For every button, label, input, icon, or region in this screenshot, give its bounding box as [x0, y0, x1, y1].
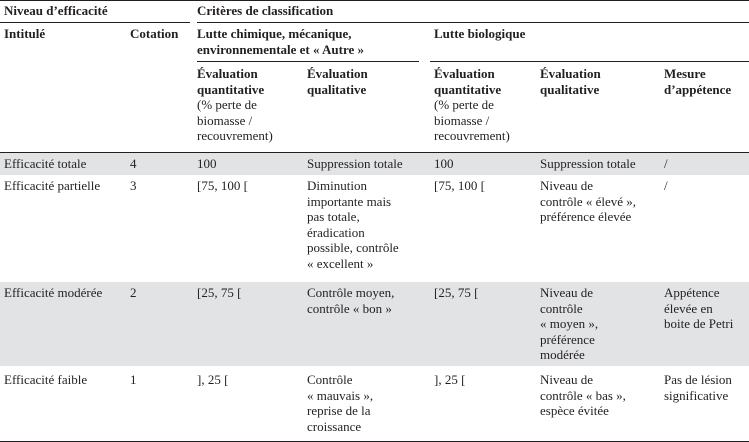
cell-biologique-quantitative-line: 100	[434, 156, 454, 171]
cell-biologique-quantitative	[434, 285, 478, 301]
header-lutte-chimique-line: environnementale et « Autre »	[197, 41, 365, 57]
cell-biologique-quantitative-line: [25, 75 [	[434, 285, 479, 300]
cell-biologique-qualitative-line: Niveau de	[540, 372, 594, 387]
header-mesure-appetence	[664, 66, 731, 97]
cell-biologique-qualitative-line: modérée	[540, 347, 585, 362]
cell-biologique-qualitative-line: préférence élevée	[540, 209, 632, 224]
cell-cotation-line: 1	[130, 372, 137, 387]
cell-mesure-appetence	[664, 285, 733, 332]
header-chimique-eval-quantitative	[197, 66, 273, 144]
cell-chimique-qualitative-line: contrôle « bon »	[307, 300, 392, 316]
header-biologique-eval-qualitative	[540, 66, 601, 97]
cell-intitule	[4, 178, 100, 194]
eval-qual-title-line: qualitative	[540, 81, 600, 97]
header-biologique-eval-quantitative	[434, 66, 510, 144]
cell-biologique-quantitative-line: [75, 100 [	[434, 178, 485, 193]
cell-intitule	[4, 372, 87, 388]
cell-intitule-line: Efficacité faible	[4, 372, 88, 387]
cell-biologique-qualitative	[540, 372, 626, 419]
cell-chimique-qualitative-line: « excellent »	[307, 255, 374, 271]
rule-header-bottom	[0, 152, 749, 153]
cell-chimique-qualitative-line: « mauvais »,	[307, 387, 374, 403]
cell-biologique-qualitative-line: espèce évitée	[540, 403, 609, 418]
rule-under-niveau	[0, 22, 190, 23]
eval-quant-title-line: quantitative	[434, 81, 502, 97]
header-lutte-chimique	[197, 26, 364, 57]
cell-biologique-qualitative-line: contrôle « bas »,	[540, 387, 626, 403]
cell-intitule-line: Efficacité partielle	[4, 178, 101, 193]
header-cotation: Cotation	[130, 26, 179, 41]
mesure-title-line: d’appétence	[664, 81, 732, 97]
cell-chimique-quantitative	[197, 156, 217, 172]
cell-intitule	[4, 285, 102, 301]
cell-cotation-line: 2	[130, 285, 137, 300]
cell-biologique-qualitative-line: Niveau de	[540, 285, 594, 300]
header-criteres-classification: Critères de classification	[197, 3, 334, 18]
cell-biologique-qualitative-line: contrôle	[540, 300, 583, 316]
mesure-title-line: Mesure	[664, 66, 706, 81]
cell-biologique-quantitative	[434, 178, 485, 194]
cell-biologique-qualitative-line: « moyen »,	[540, 316, 599, 331]
cell-chimique-quantitative	[197, 372, 228, 388]
cell-chimique-qualitative-line: reprise de la	[307, 403, 371, 418]
cell-chimique-qualitative-line: Contrôle	[307, 372, 353, 387]
cell-chimique-qualitative	[307, 178, 399, 271]
cell-chimique-qualitative	[307, 285, 394, 316]
cell-mesure-appetence-line: significative	[664, 387, 729, 403]
eval-quant-detail-line: biomasse /	[434, 112, 490, 128]
eval-quant-detail-line: recouvrement)	[434, 128, 510, 143]
header-niveau-efficacite: Niveau d’efficacité	[4, 3, 108, 18]
eval-quant-detail-line: recouvrement)	[197, 128, 273, 143]
eval-quant-detail-line: biomasse /	[197, 112, 253, 128]
cell-chimique-qualitative	[307, 372, 373, 434]
cell-intitule-line: Efficacité modérée	[4, 285, 103, 300]
cell-mesure-appetence	[664, 372, 732, 403]
cell-intitule	[4, 156, 86, 172]
cell-chimique-qualitative-line: Suppression totale	[307, 156, 403, 171]
cell-mesure-appetence	[664, 178, 668, 194]
header-lutte-biologique: Lutte biologique	[434, 26, 526, 41]
cell-chimique-quantitative	[197, 178, 248, 194]
eval-qual-title-line: Évaluation	[307, 66, 368, 81]
cell-biologique-qualitative-line: préférence	[540, 331, 595, 347]
eval-quant-title-line: Évaluation	[434, 66, 495, 81]
header-intitule: Intitulé	[4, 26, 46, 41]
cell-biologique-quantitative-line: ], 25 [	[434, 372, 466, 387]
rule-under-lutte-chimique	[197, 61, 419, 62]
cell-chimique-qualitative-line: éradication	[307, 224, 365, 240]
eval-quant-detail-line: (% perte de	[197, 97, 257, 112]
eval-quant-title-line: quantitative	[197, 81, 265, 97]
eval-quant-title-line: Évaluation	[197, 66, 258, 81]
cell-chimique-qualitative-line: croissance	[307, 418, 362, 434]
cell-mesure-appetence-line: /	[664, 156, 668, 171]
header-lutte-chimique-line: Lutte chimique, mécanique,	[197, 26, 352, 41]
cell-chimique-qualitative-line: Contrôle moyen,	[307, 285, 395, 300]
cell-chimique-qualitative-line: pas totale,	[307, 209, 360, 224]
cell-chimique-quantitative-line: [75, 100 [	[197, 178, 248, 193]
cell-biologique-qualitative-line: contrôle « élevé »,	[540, 193, 637, 209]
cell-chimique-quantitative-line: ], 25 [	[197, 372, 229, 387]
cell-biologique-qualitative-line: Suppression totale	[540, 156, 636, 171]
cell-mesure-appetence-line: élevée en	[664, 300, 713, 316]
cell-biologique-qualitative-line: Niveau de	[540, 178, 594, 193]
cell-cotation	[130, 372, 137, 388]
eval-qual-title-line: Évaluation	[540, 66, 601, 81]
cell-intitule-line: Efficacité totale	[4, 156, 87, 171]
rule-top	[0, 0, 749, 1]
cell-biologique-qualitative	[540, 285, 598, 363]
eval-quant-detail-line: (% perte de	[434, 97, 494, 112]
cell-mesure-appetence-line: Pas de lésion	[664, 372, 732, 387]
rule-under-lutte-biologique	[430, 61, 749, 62]
cell-chimique-qualitative-line: Diminution	[307, 178, 367, 193]
cell-cotation-line: 4	[130, 156, 137, 171]
cell-mesure-appetence	[664, 156, 668, 172]
cell-mesure-appetence-line: /	[664, 178, 668, 193]
cell-mesure-appetence-line: boite de Petri	[664, 316, 734, 331]
cell-biologique-qualitative	[540, 178, 636, 225]
cell-cotation	[130, 156, 137, 172]
cell-chimique-qualitative-line: importante mais	[307, 193, 392, 209]
cell-chimique-quantitative-line: 100	[197, 156, 217, 171]
cell-biologique-quantitative	[434, 372, 465, 388]
cell-chimique-qualitative	[307, 156, 403, 172]
cell-chimique-qualitative-line: possible, contrôle	[307, 240, 399, 255]
rule-under-criteres	[197, 22, 749, 23]
cell-mesure-appetence-line: Appétence	[664, 285, 720, 300]
cell-biologique-quantitative	[434, 156, 454, 172]
cell-cotation-line: 3	[130, 178, 137, 193]
cell-chimique-quantitative-line: [25, 75 [	[197, 285, 242, 300]
cell-chimique-quantitative	[197, 285, 241, 301]
cell-cotation	[130, 178, 137, 194]
header-chimique-eval-qualitative	[307, 66, 368, 97]
cell-cotation	[130, 285, 137, 301]
cell-biologique-qualitative	[540, 156, 636, 172]
eval-qual-title-line: qualitative	[307, 81, 367, 97]
